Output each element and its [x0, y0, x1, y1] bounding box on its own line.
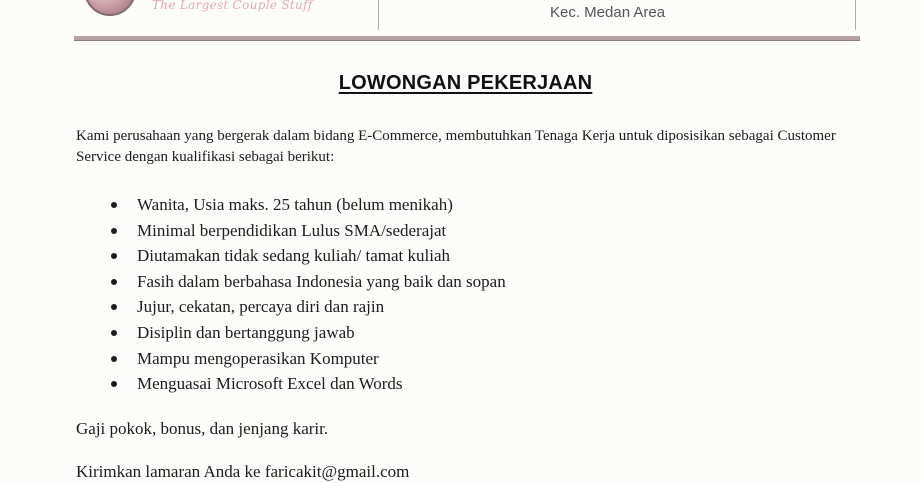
requirements-list — [108, 192, 506, 397]
bullet-icon — [111, 330, 117, 336]
bullet-icon — [111, 381, 117, 387]
contact-paragraph: Kirimkan lamaran Anda ke faricakit@gmail.com — [76, 462, 410, 481]
requirement-text: Minimal berpendidikan Lulus SMA/sederajat — [137, 220, 447, 240]
bullet-icon — [111, 304, 117, 310]
list-item — [108, 320, 506, 346]
bullet-icon — [111, 228, 117, 234]
requirement-text: Disiplin dan bertanggung jawab — [137, 322, 355, 342]
list-item — [108, 371, 506, 397]
company-tagline: The Largest Couple Stuff — [152, 0, 313, 12]
requirement-text: Fasih dalam berbahasa Indonesia yang baik dan sopan — [137, 271, 506, 291]
address-line: Kec. Medan Area — [550, 4, 666, 21]
bullet-icon — [111, 356, 117, 362]
bullet-icon — [111, 202, 117, 208]
letterhead-divider — [74, 36, 860, 41]
bullet-icon — [111, 253, 117, 259]
company-logo — [84, 0, 136, 16]
list-item — [108, 218, 506, 244]
list-item — [108, 294, 506, 320]
list-item — [108, 346, 506, 372]
requirement-text: Wanita, Usia maks. 25 tahun (belum menikah) — [137, 195, 453, 214]
requirement-text: Menguasai Microsoft Excel dan Words — [137, 374, 403, 394]
document-title: LOWONGAN PEKERJAAN — [338, 72, 593, 94]
list-item — [108, 269, 506, 295]
requirement-text: Diutamakan tidak sedang kuliah/ tamat kuliah — [137, 246, 450, 266]
list-item — [108, 192, 506, 218]
list-item — [108, 243, 506, 269]
requirement-text: Mampu mengoperasikan Komputer — [137, 348, 379, 368]
intro-paragraph: Kami perusahaan yang bergerak dalam bidang E-Commerce, membutuhkan Tenaga Kerja untuk diposisikan sebagai Customer Service dengan kualifikasi sebagai berikut: — [76, 128, 836, 165]
requirement-text: Jujur, cekatan, percaya diri dan rajin — [137, 297, 385, 317]
benefits-paragraph: Gaji pokok, bonus, dan jenjang karir. — [76, 419, 329, 438]
bullet-icon — [111, 279, 117, 285]
